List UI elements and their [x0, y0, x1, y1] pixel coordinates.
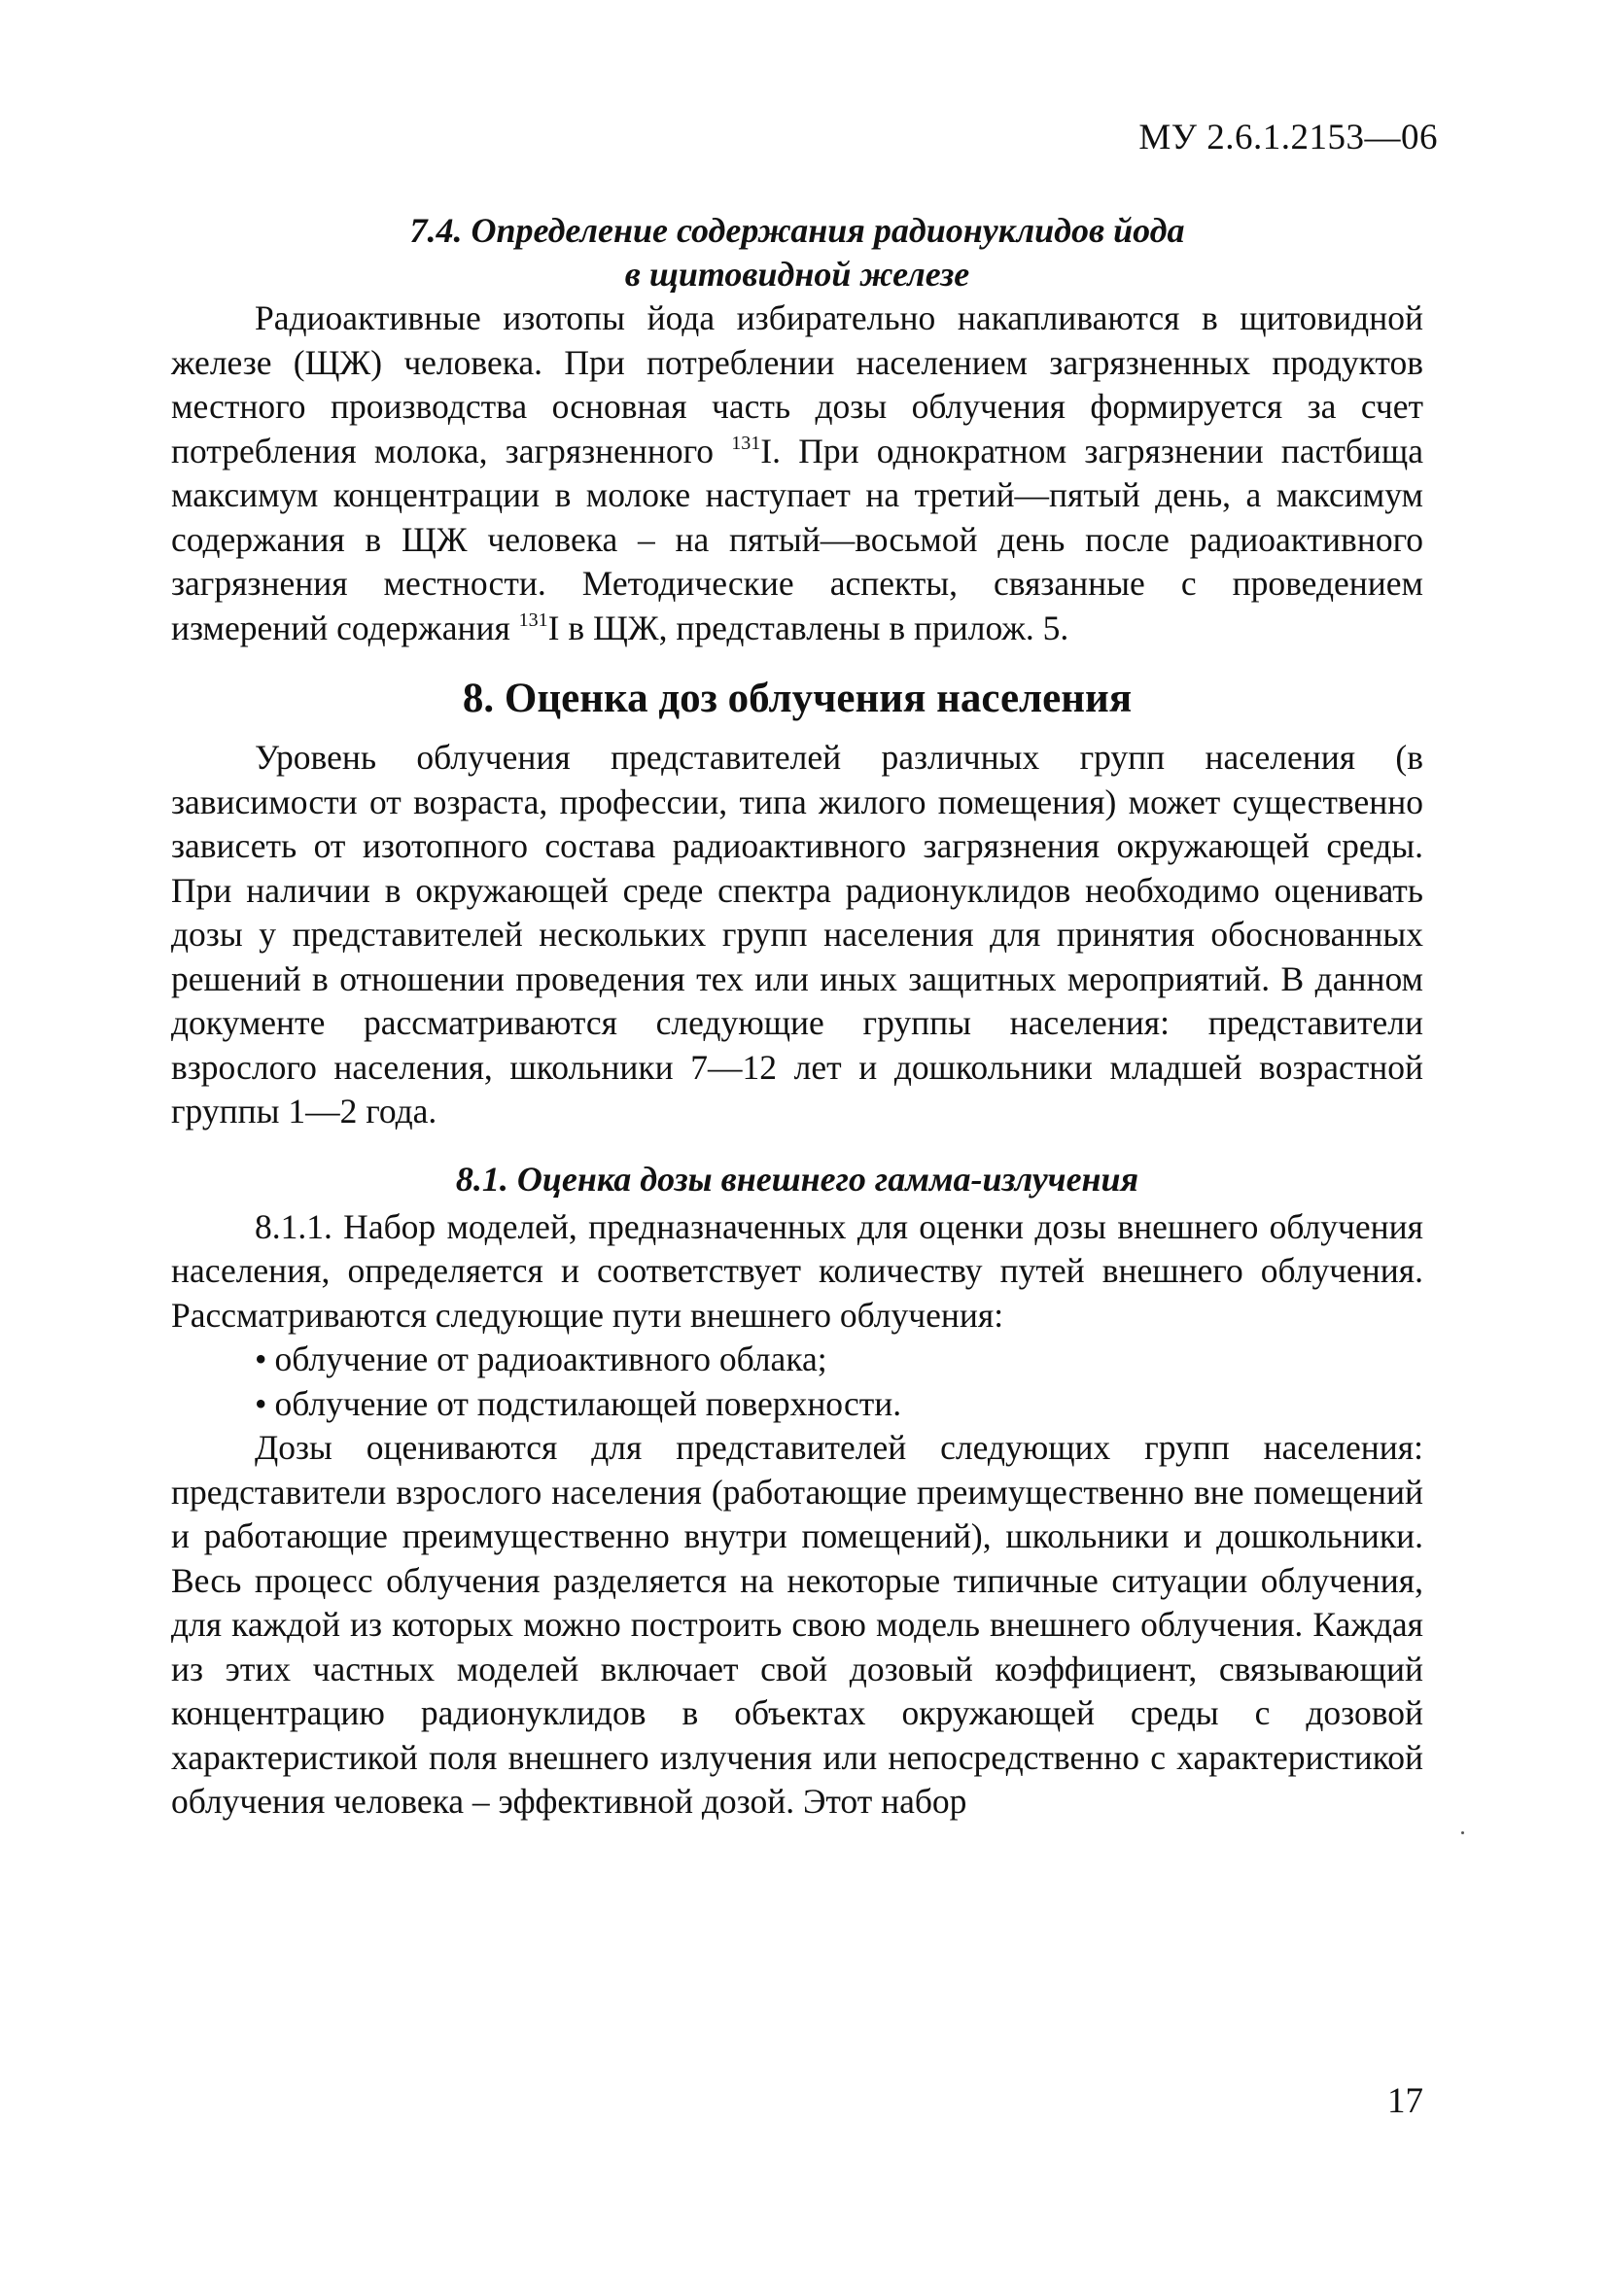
list-item-text: облучение от подстилающей поверхности.: [274, 1383, 902, 1423]
document-code: МУ 2.6.1.2153—06: [1138, 118, 1438, 157]
paragraph-text: Радиоактивные изотопы йода избирательно накапливаются в щитовидной железе (ЩЖ) человека. При потреблении населением загрязненных продуктов местного производства основная часть дозы облучения формируется за счет потребления молока, загрязненного: [171, 298, 1423, 470]
section-8-1-1-paragraph: 8.1.1. Набор моделей, предназначенных для оценки дозы внешнего облучения населения, определяется и соответствует количеству путей внешнего облучения. Рассматриваются следующие пути внешнего облучения:: [171, 1206, 1423, 1335]
list-item-text: облучение от радиоактивного облака;: [274, 1339, 827, 1378]
isotope-mass-number: 131: [731, 432, 761, 454]
bullet-icon: •: [255, 1383, 267, 1423]
list-item: [171, 1382, 1423, 1427]
paragraph-text: I в ЩЖ, представлены в прилож. 5.: [547, 608, 1069, 647]
section-8-paragraph: Уровень облучения представителей различных групп населения (в зависимости от возраста, профессии, типа жилого помещения) может существенно зависеть от изотопного состава радиоактивного загрязнения окружающей среды. При наличии в окружающей среде спектра радионуклидов необходимо оценивать дозы у представителей нескольких групп населения для принятия обоснованных решений в отношении проведения тех или иных защитных мероприятий. В данном документе рассматриваются следующие группы населения: представители взрослого населения, школьники 7—12 лет и дошкольники младшей возрастной группы 1—2 года.: [171, 738, 1423, 1131]
page-content: [171, 209, 1423, 1825]
isotope-mass-number: 131: [518, 609, 548, 631]
list-item: [171, 1338, 1423, 1382]
margin-dot: [1461, 1831, 1464, 1834]
page-number: 17: [1387, 2081, 1423, 2121]
section-7-4-heading-line1: 7.4. Определение содержания радионуклидов йода: [409, 211, 1185, 250]
section-7-4-heading-line2: в щитовидной железе: [624, 255, 970, 294]
bullet-icon: •: [255, 1339, 267, 1378]
section-7-4-paragraph: [171, 296, 1423, 650]
paragraph-text: I. При однократном загрязнении пастбища максимум концентрации в молоке наступает на третий—пятый день, а максимум содержания в ЩЖ человека – на пятый—восьмой день после радиоактивного загрязнения местности. Методические аспекты, связанные с проведением измерений содержания: [171, 431, 1424, 647]
section-8-1-heading: 8.1. Оценка дозы внешнего гамма-излучения: [455, 1159, 1139, 1199]
section-8-1-paragraph-2: Дозы оцениваются для представителей следующих групп населения: представители взрослого населения (работающие преимущественно вне помещений и работающие преимущественно внутри помещений), школьники и дошкольники. Весь процесс облучения разделяется на некоторые типичные ситуации облучения, для каждой из которых можно построить свою модель внешнего облучения. Каждая из этих частных моделей включает свой дозовый коэффициент, связывающий концентрацию радионуклидов в объектах окружающей среды с дозовой характеристикой поля внешнего излучения или непосредственно с характеристикой облучения человека – эффективной дозой. Этот набор: [171, 1428, 1423, 1821]
section-8-heading: 8. Оценка доз облучения населения: [462, 676, 1133, 721]
section-7-4-heading: [171, 209, 1423, 296]
